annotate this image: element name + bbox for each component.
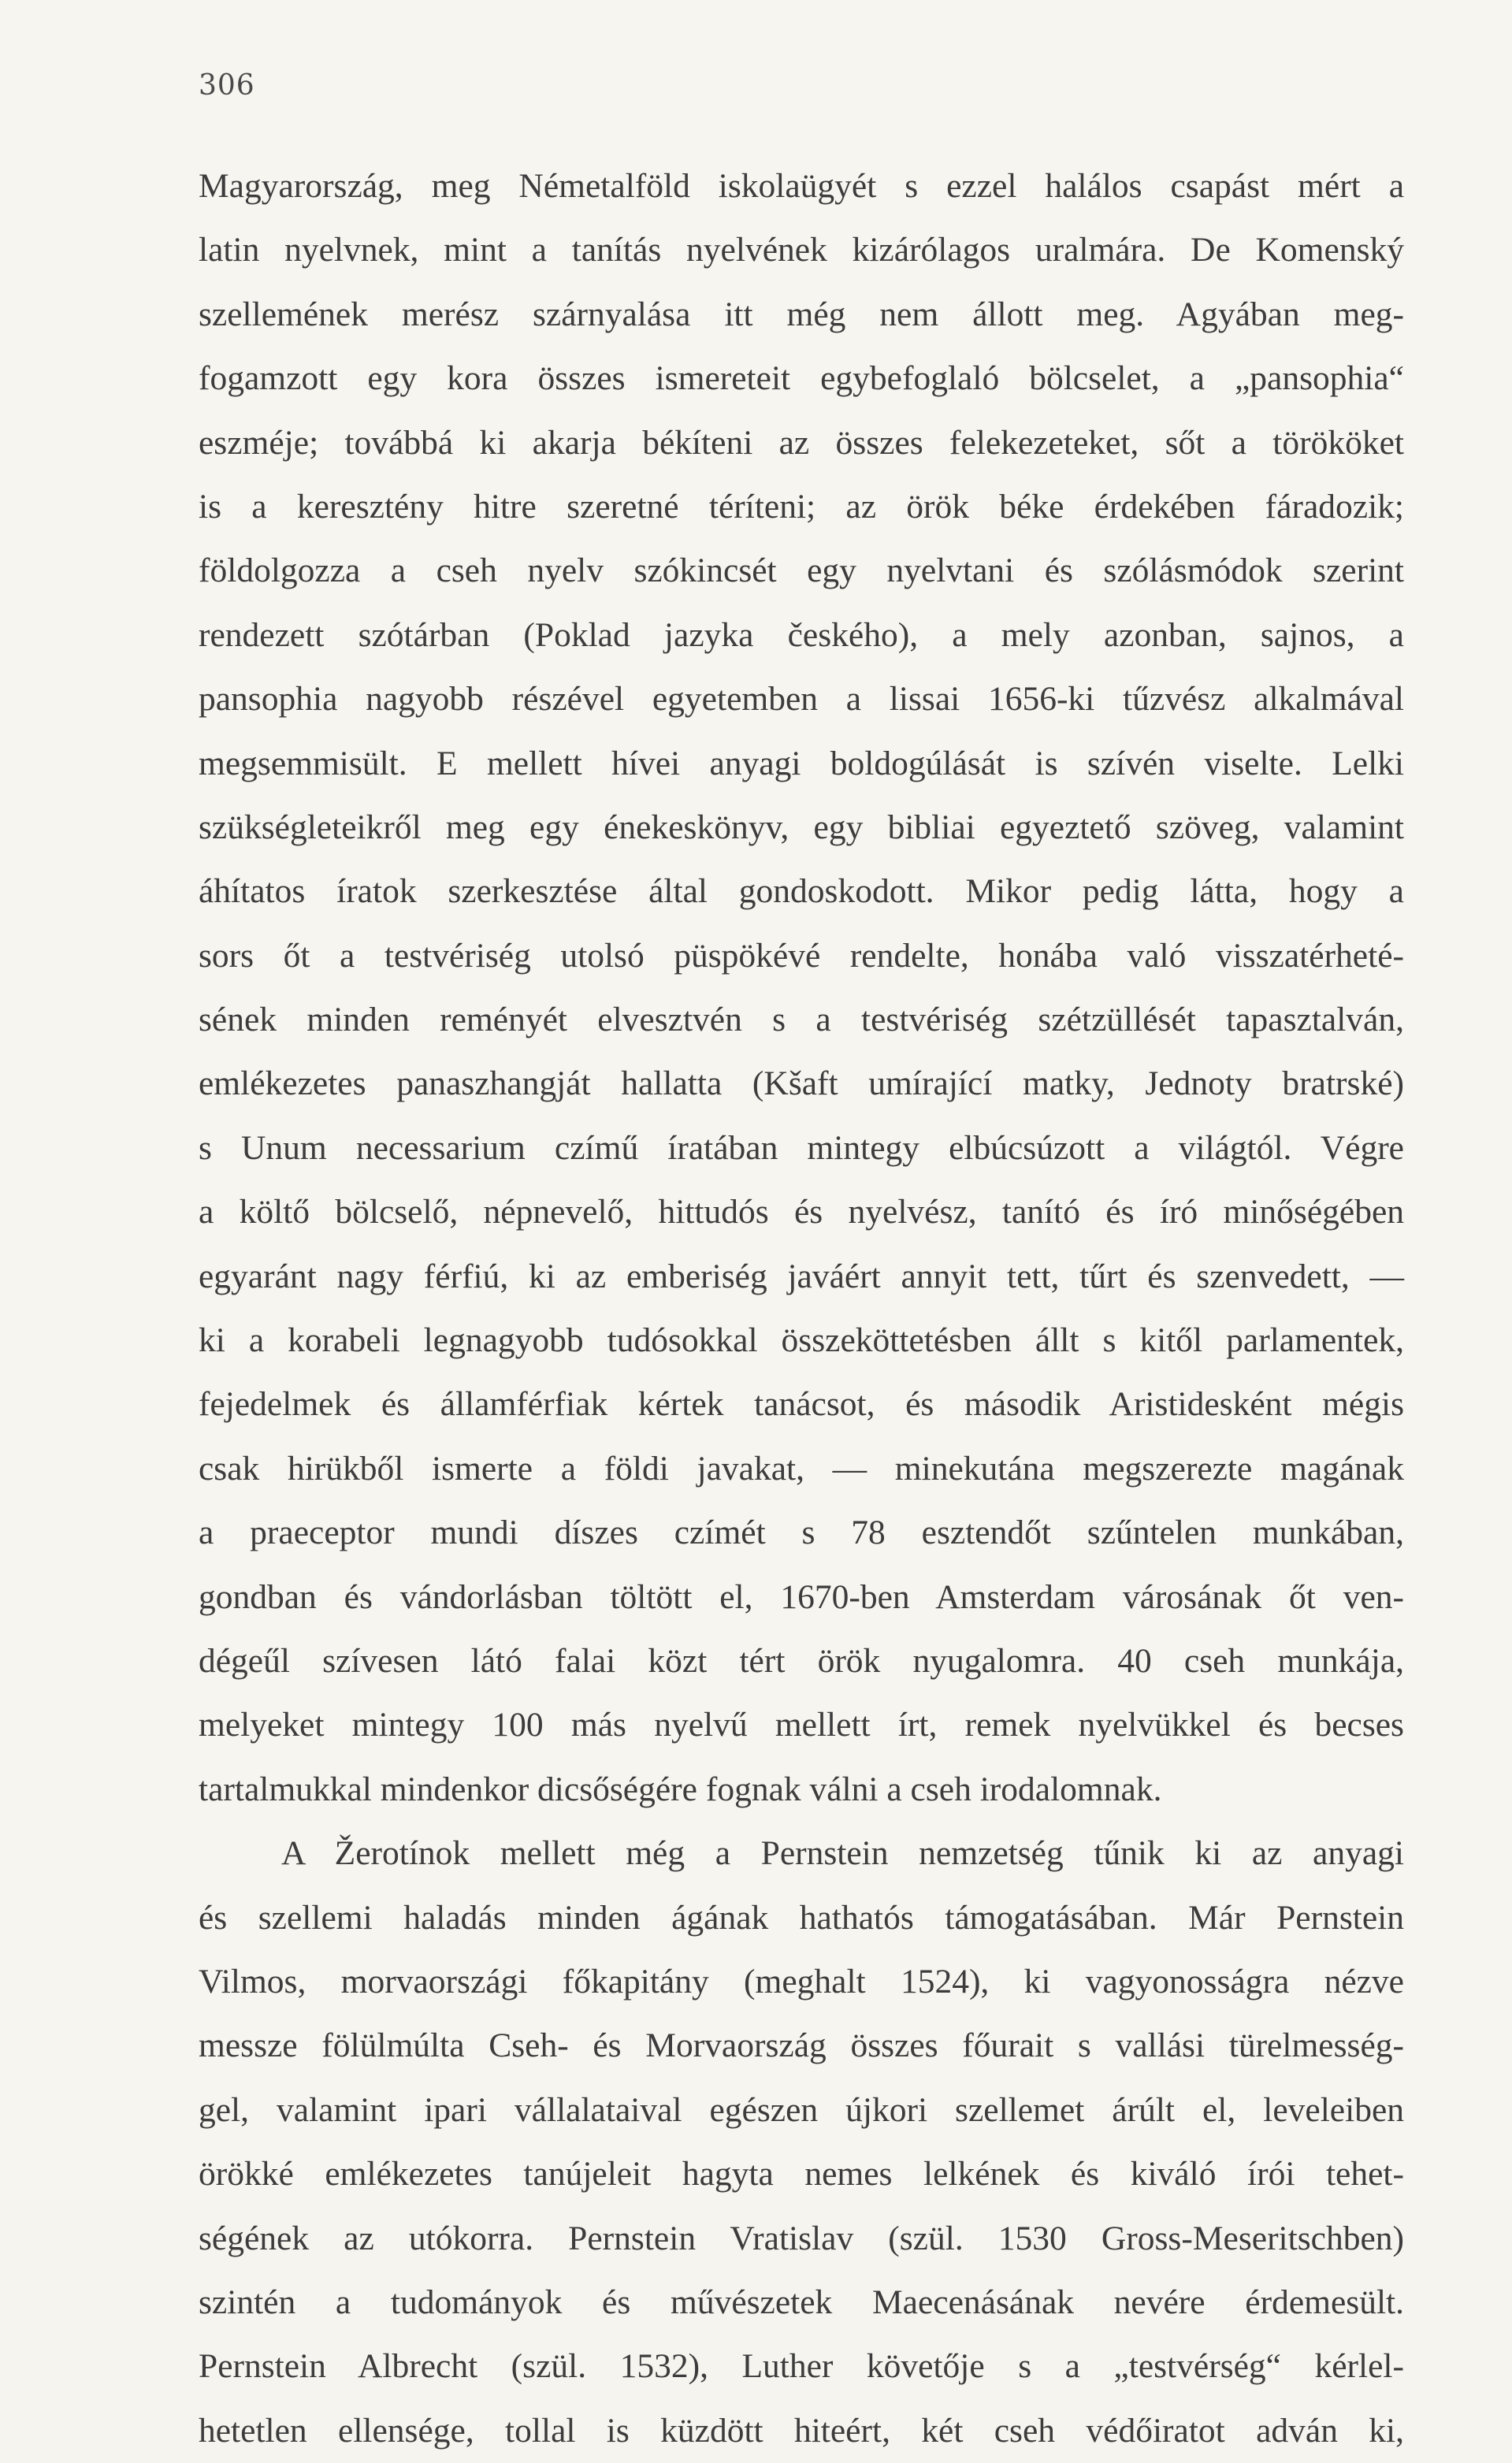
text-line: a költő bölcselő, népnevelő, hittudós és nyelvész, tanító és író minőségében [199, 1193, 1404, 1232]
text-line: eszméje; továbbá ki akarja békíteni az összes felekezeteket, sőt a törököket [199, 423, 1404, 462]
text-line: áhítatos íratok szerkesztése által gondoskodott. Mikor pedig látta, hogy a [199, 872, 1404, 911]
body-text [199, 154, 1404, 2463]
text-line: sors őt a testvériség utolsó püspökévé rendelte, honába való visszatérheté- [199, 936, 1404, 975]
text-line: pansophia nagyobb részével egyetemben a lissai 1656-ki tűzvész alkalmával [199, 680, 1404, 719]
text-line: hetetlen ellensége, tollal is küzdött hiteért, két cseh védőiratot adván ki, [199, 2411, 1404, 2450]
text-line: szükségleteikről meg egy énekeskönyv, egy bibliai egyeztető szöveg, valamint [199, 808, 1404, 846]
text-line: emlékezetes panaszhangját hallatta (Kšaft umírající matky, Jednoty bratrské) [199, 1064, 1404, 1103]
text-line: gel, valamint ipari vállalataival egészen újkori szellemet árúlt el, leveleiben [199, 2090, 1404, 2129]
text-line: ki a korabeli legnagyobb tudósokkal összeköttetésben állt s kitől parlamentek, [199, 1321, 1404, 1360]
text-line: egyaránt nagy férfiú, ki az emberiség javáért annyit tett, tűrt és szenvedett, — [199, 1257, 1404, 1295]
text-line: Pernstein Albrecht (szül. 1532), Luther követője s a „testvérség“ kérlel- [199, 2347, 1404, 2386]
text-line: ségének az utókorra. Pernstein Vratislav (szül. 1530 Gross-Meseritschben) [199, 2219, 1404, 2257]
text-line: földolgozza a cseh nyelv szókincsét egy nyelvtani és szólásmódok szerint [199, 552, 1404, 590]
text-line: messze fölülmúlta Cseh- és Morvaország összes főurait s vallási türelmesség- [199, 2026, 1404, 2065]
text-line: fogamzott egy kora összes ismereteit egybefoglaló bölcselet, a „pansophia“ [199, 359, 1404, 398]
text-line: A Žerotínok mellett még a Pernstein nemzetség tűnik ki az anyagi [281, 1834, 1404, 1873]
page-number: 306 [199, 69, 255, 102]
text-line: a praeceptor mundi díszes czímét s 78 esztendőt szűntelen munkában, [199, 1514, 1404, 1552]
text-line: csak hirükből ismerte a földi javakat, — minekutána megszerezte magának [199, 1449, 1404, 1488]
text-line: s Unum necessarium czímű íratában mintegy elbúcsúzott a világtól. Végre [199, 1128, 1404, 1167]
paragraph-2 [199, 1822, 1404, 2463]
text-line: és szellemi haladás minden ágának hathatós támogatásában. Már Pernstein [199, 1898, 1404, 1937]
paragraph-1 [199, 154, 1404, 1822]
text-line: Magyarország, meg Németalföld iskolaügyét s ezzel halálos csapást mért a [199, 167, 1404, 205]
text-line: szintén a tudományok és művészetek Maecenásának nevére érdemesült. [199, 2283, 1404, 2321]
text-line: latin nyelvnek, mint a tanítás nyelvének kizárólagos uralmára. De Komenský [199, 231, 1404, 269]
text-line: gondban és vándorlásban töltött el, 1670-ben Amsterdam városának őt ven- [199, 1577, 1404, 1616]
text-line: dégeűl szívesen látó falai közt tért örök nyugalomra. 40 cseh munkája, [199, 1641, 1404, 1680]
text-line: rendezett szótárban (Poklad jazyka českého), a mely azonban, sajnos, a [199, 615, 1404, 654]
text-line: fejedelmek és államférfiak kértek tanácsot, és második Aristidesként mégis [199, 1385, 1404, 1424]
text-line: Vilmos, morvaországi főkapitány (meghalt 1524), ki vagyonosságra nézve [199, 1962, 1404, 2000]
text-line: melyeket mintegy 100 más nyelvű mellett írt, remek nyelvükkel és becses [199, 1706, 1404, 1744]
text-line: örökké emlékezetes tanújeleit hagyta nemes lelkének és kiváló írói tehet- [199, 2155, 1404, 2194]
text-line: sének minden reményét elvesztvén s a testvériség szétzüllését tapasztalván, [199, 1001, 1404, 1039]
text-line: is a keresztény hitre szeretné téríteni; az örök béke érdekében fáradozik; [199, 487, 1404, 526]
text-line: megsemmisült. E mellett hívei anyagi boldogúlását is szívén viselte. Lelki [199, 744, 1404, 782]
text-line: szellemének merész szárnyalása itt még nem állott meg. Agyában meg- [199, 295, 1404, 333]
text-line: tartalmukkal mindenkor dicsőségére fognak válni a cseh irodalomnak. [199, 1770, 1162, 1808]
